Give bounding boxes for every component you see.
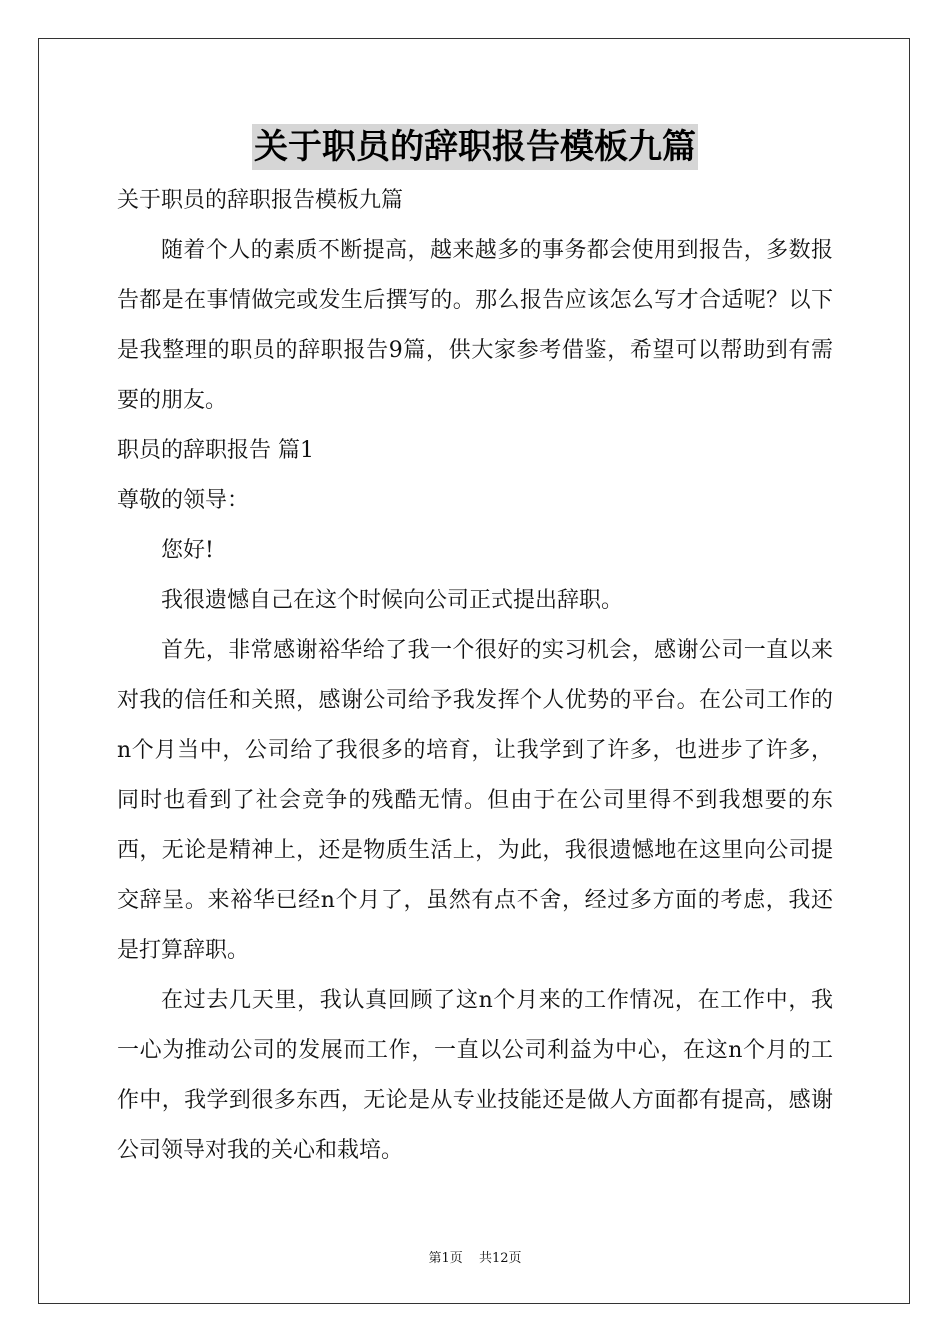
page-footer [0,1247,950,1266]
document-body [117,176,833,1176]
section-heading: 职员的辞职报告 篇1 [117,438,314,463]
salutation: 尊敬的领导： [117,488,250,513]
body-paragraph: 我很遗憾自己在这个时候向公司正式提出辞职。 [161,588,624,613]
body-paragraph: 首先，非常感谢裕华给了我一个很好的实习机会，感谢公司一直以来对我的信任和关照，感谢公司给予我发挥个人优势的平台。在公司工作的n个月当中，公司给了我很多的培育，让我学到了许多，也进步了许多，同时也看到了社会竞争的残酷无情。但由于在公司里得不到我想要的东西，无论是精神上，还是物质生活上，为此，我很遗憾地在这里向公司提交辞呈。来裕华已经n个月了，虽然有点不舍，经过多方面的考虑，我还是打算辞职。 [117,638,833,963]
title-wrap [0,124,950,170]
intro-paragraph: 随着个人的素质不断提高，越来越多的事务都会使用到报告，多数报告都是在事情做完或发生后撰写的。那么报告应该怎么写才合适呢？以下是我整理的职员的辞职报告9篇，供大家参考借鉴，希望可以帮助到有需要的朋友。 [117,238,833,413]
document-title: 关于职员的辞职报告模板九篇 [252,124,698,170]
document-subtitle: 关于职员的辞职报告模板九篇 [117,188,404,213]
page-number: 第1页 [428,1251,463,1266]
page-total: 共12页 [478,1251,522,1266]
greeting: 您好! [161,538,214,563]
body-paragraph: 在过去几天里，我认真回顾了这n个月来的工作情况，在工作中，我一心为推动公司的发展而工作，一直以公司利益为中心，在这n个月的工作中，我学到很多东西，无论是从专业技能还是做人方面都有提高，感谢公司领导对我的关心和栽培。 [117,988,833,1163]
